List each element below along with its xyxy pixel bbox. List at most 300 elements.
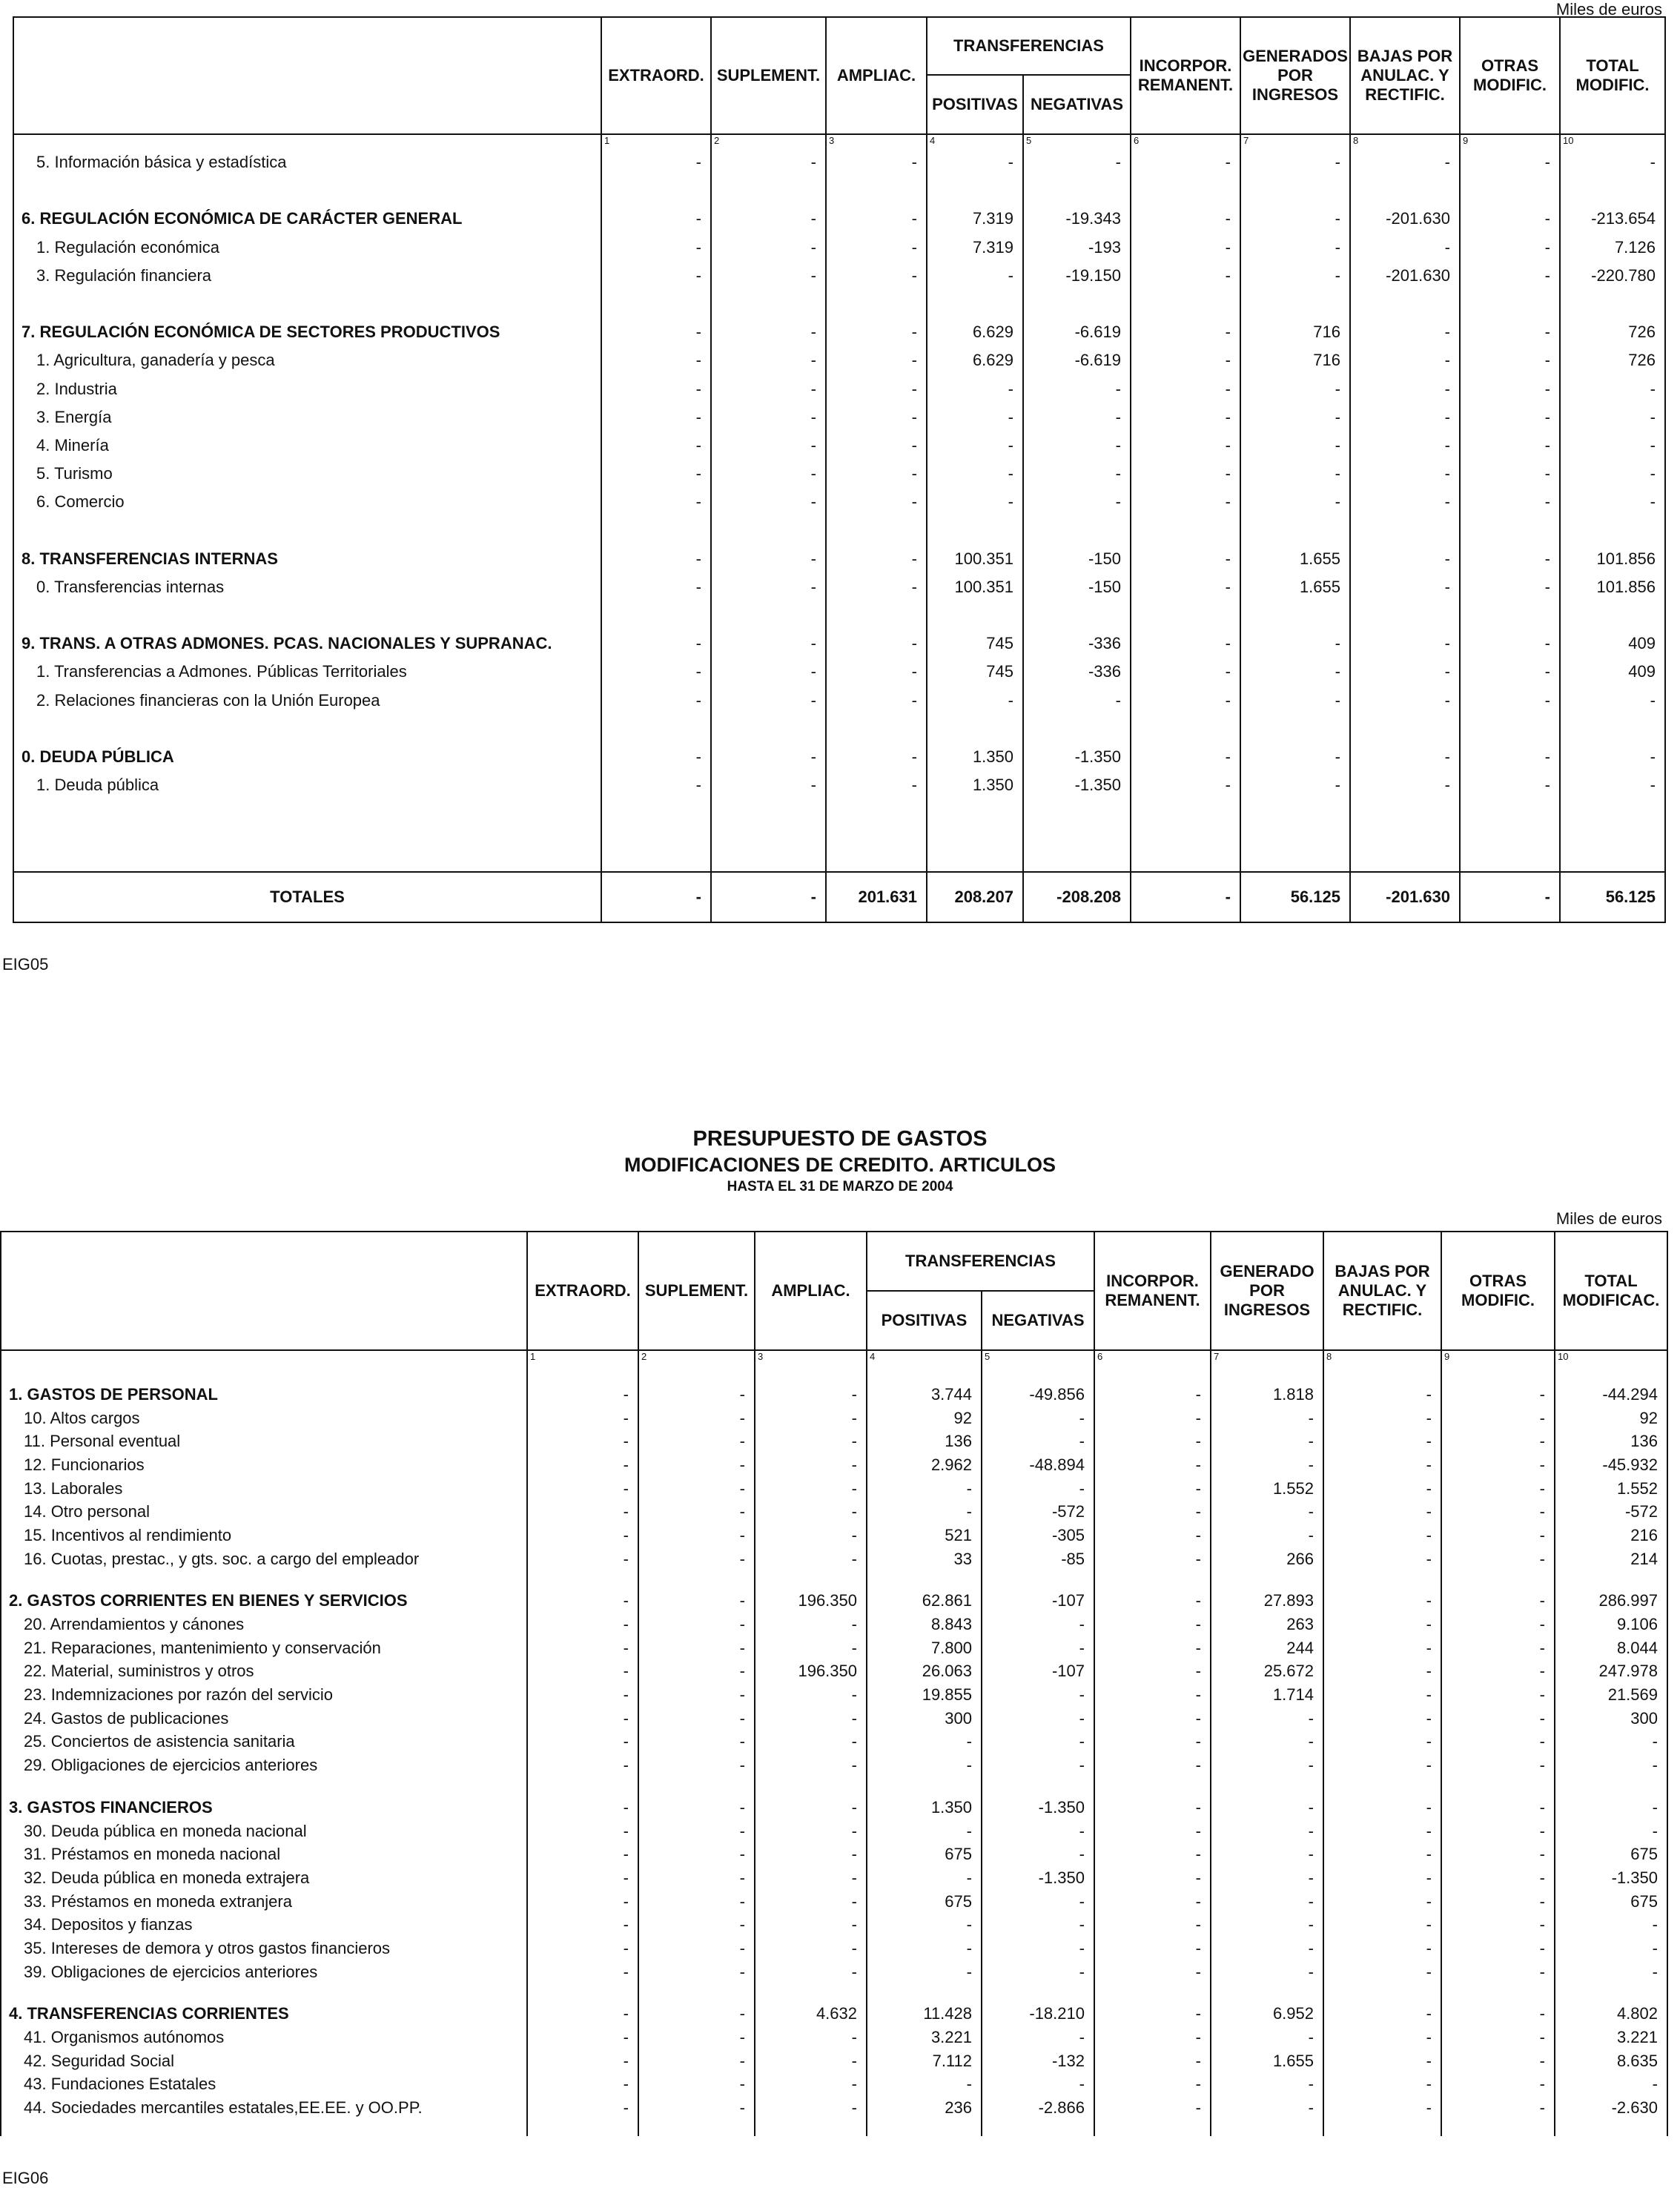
value-cell: - xyxy=(711,346,826,374)
row-label: 20. Arrendamientos y cánones xyxy=(1,1613,527,1636)
value-cell: - xyxy=(1560,432,1665,460)
value-cell: - xyxy=(527,1866,638,1890)
row-label: 7. REGULACIÓN ECONÓMICA DE SECTORES PRODUCTIVOS xyxy=(13,318,601,346)
value-cell: - xyxy=(638,2049,755,2073)
spacer-cell xyxy=(1555,1571,1667,1590)
value-cell: 286.997 xyxy=(1555,1590,1667,1613)
value-cell: - xyxy=(1240,148,1350,176)
column-number: 10 xyxy=(1560,134,1665,148)
value-cell: - xyxy=(927,432,1023,460)
value-cell: - xyxy=(1323,1383,1441,1407)
value-cell: - xyxy=(638,1636,755,1660)
column-number: 2 xyxy=(638,1350,755,1364)
value-cell: 521 xyxy=(867,1524,982,1547)
value-cell: - xyxy=(982,1683,1094,1707)
value-cell: 62.861 xyxy=(867,1590,982,1613)
value-cell: - xyxy=(1441,1960,1555,1984)
row-label: 24. Gastos de publicaciones xyxy=(1,1707,527,1731)
value-cell: 2.962 xyxy=(867,1453,982,1477)
value-cell: - xyxy=(527,1754,638,1777)
total-value-cell: - xyxy=(1460,872,1560,922)
value-cell: - xyxy=(1211,1913,1323,1937)
value-cell: - xyxy=(1023,460,1131,488)
spacer-cell xyxy=(638,1364,755,1383)
value-cell: - xyxy=(1023,687,1131,715)
row-label: 44. Sociedades mercantiles estatales,EE.EE. y OO.PP. xyxy=(1,2096,527,2120)
header-concept xyxy=(1,1232,527,1350)
category-row xyxy=(1,2003,1667,2026)
value-cell: - xyxy=(638,1707,755,1731)
value-cell: - xyxy=(982,1731,1094,1754)
spacer-cell xyxy=(1023,601,1131,629)
value-cell: - xyxy=(755,1754,867,1777)
value-cell: - xyxy=(1441,2026,1555,2049)
value-cell: 1.818 xyxy=(1211,1383,1323,1407)
value-cell: - xyxy=(1211,2073,1323,2097)
spacer-cell xyxy=(867,1777,982,1796)
value-cell: - xyxy=(1323,1820,1441,1843)
value-cell: - xyxy=(1211,1842,1323,1866)
value-cell: - xyxy=(1323,2003,1441,2026)
value-cell: - xyxy=(638,2003,755,2026)
value-cell: - xyxy=(1350,403,1460,432)
spacer-cell xyxy=(1094,1571,1211,1590)
spacer-cell xyxy=(826,715,927,743)
value-cell: - xyxy=(527,1590,638,1613)
value-cell: - xyxy=(826,148,927,176)
value-cell: 3.221 xyxy=(867,2026,982,2049)
value-cell: - xyxy=(755,1731,867,1754)
category-row xyxy=(13,743,1665,771)
column-number: 9 xyxy=(1441,1350,1555,1364)
column-number: 1 xyxy=(601,134,711,148)
header-bajas: BAJAS POR ANULAC. Y RECTIFIC. xyxy=(1323,1232,1441,1350)
value-cell: - xyxy=(601,743,711,771)
spacer-cell xyxy=(867,1984,982,2003)
value-cell: 101.856 xyxy=(1560,573,1665,601)
value-cell: - xyxy=(1094,2026,1211,2049)
value-cell: - xyxy=(1131,403,1240,432)
value-cell: 266 xyxy=(1211,1547,1323,1571)
value-cell: 244 xyxy=(1211,1636,1323,1660)
spacer-cell xyxy=(1131,715,1240,743)
row-label: 29. Obligaciones de ejercicios anteriores xyxy=(1,1754,527,1777)
value-cell: - xyxy=(638,1820,755,1843)
row-label: 16. Cuotas, prestac., y gts. soc. a cargo del empleador xyxy=(1,1547,527,1571)
value-cell: -336 xyxy=(1023,658,1131,686)
value-cell: - xyxy=(1441,1683,1555,1707)
value-cell: - xyxy=(638,1453,755,1477)
spacer-row xyxy=(13,176,1665,205)
value-cell: - xyxy=(1094,1796,1211,1820)
table-row xyxy=(1,1524,1667,1547)
value-cell: 25.672 xyxy=(1211,1660,1323,1684)
value-cell: 300 xyxy=(867,1707,982,1731)
header-ampliac: AMPLIAC. xyxy=(755,1232,867,1350)
value-cell: - xyxy=(1441,1407,1555,1430)
value-cell: - xyxy=(867,1754,982,1777)
value-cell: -201.630 xyxy=(1350,205,1460,233)
value-cell: - xyxy=(1131,346,1240,374)
value-cell: - xyxy=(826,743,927,771)
header-transferencias: TRANSFERENCIAS xyxy=(927,17,1131,75)
row-label: 42. Seguridad Social xyxy=(1,2049,527,2073)
value-cell: - xyxy=(982,1842,1094,1866)
value-cell: 409 xyxy=(1560,658,1665,686)
value-cell: 8.044 xyxy=(1555,1636,1667,1660)
value-cell: - xyxy=(1460,573,1560,601)
category-row xyxy=(13,629,1665,658)
value-cell: - xyxy=(755,2049,867,2073)
spacer-cell xyxy=(1460,290,1560,318)
value-cell: - xyxy=(1094,1866,1211,1890)
value-cell: - xyxy=(1094,1453,1211,1477)
value-cell: - xyxy=(1323,2096,1441,2120)
value-cell: - xyxy=(711,403,826,432)
spacer-cell xyxy=(711,290,826,318)
value-cell: - xyxy=(755,1820,867,1843)
value-cell: - xyxy=(826,460,927,488)
value-cell: - xyxy=(1323,1796,1441,1820)
total-value-cell: -208.208 xyxy=(1023,872,1131,922)
table-row xyxy=(13,346,1665,374)
value-cell: - xyxy=(1441,1913,1555,1937)
column-number: 4 xyxy=(867,1350,982,1364)
value-cell: - xyxy=(1350,629,1460,658)
value-cell: - xyxy=(826,234,927,262)
value-cell: - xyxy=(1323,1613,1441,1636)
value-cell: - xyxy=(1323,1500,1441,1524)
table-row xyxy=(1,1707,1667,1731)
column-number: 10 xyxy=(1555,1350,1667,1364)
value-cell: - xyxy=(1350,743,1460,771)
value-cell: -6.619 xyxy=(1023,318,1131,346)
value-cell: - xyxy=(638,2073,755,2097)
value-cell: - xyxy=(638,1660,755,1684)
value-cell: - xyxy=(1131,148,1240,176)
value-cell: - xyxy=(1094,1430,1211,1453)
value-cell: - xyxy=(826,573,927,601)
column-number: 3 xyxy=(755,1350,867,1364)
value-cell: -48.894 xyxy=(982,1453,1094,1477)
value-cell: - xyxy=(1094,2096,1211,2120)
value-cell: - xyxy=(711,318,826,346)
value-cell: - xyxy=(1211,1707,1323,1731)
value-cell: - xyxy=(1441,1866,1555,1890)
value-cell: -1.350 xyxy=(982,1796,1094,1820)
value-cell: 675 xyxy=(867,1842,982,1866)
row-label: 2. Industria xyxy=(13,375,601,403)
value-cell: - xyxy=(1240,658,1350,686)
column-number: 9 xyxy=(1460,134,1560,148)
value-cell: 1.552 xyxy=(1555,1477,1667,1501)
value-cell: - xyxy=(1441,1707,1555,1731)
header-extraord: EXTRAORD. xyxy=(601,17,711,134)
value-cell: 8.843 xyxy=(867,1613,982,1636)
value-cell: - xyxy=(638,1383,755,1407)
header-incorpor: INCORPOR. REMANENT. xyxy=(1094,1232,1211,1350)
value-cell: - xyxy=(1441,1754,1555,1777)
value-cell: - xyxy=(826,687,927,715)
spacer-cell xyxy=(1240,516,1350,544)
value-cell: - xyxy=(1023,488,1131,516)
value-cell: -150 xyxy=(1023,573,1131,601)
value-cell: -201.630 xyxy=(1350,262,1460,290)
value-cell: - xyxy=(1560,460,1665,488)
table-row xyxy=(1,1407,1667,1430)
spacer-cell xyxy=(1441,1571,1555,1590)
modifications-table-functions xyxy=(13,16,1666,923)
spacer-cell xyxy=(1023,290,1131,318)
value-cell: - xyxy=(527,1407,638,1430)
value-cell: - xyxy=(711,771,826,799)
total-value-cell: 201.631 xyxy=(826,872,927,922)
spacer-cell xyxy=(638,1984,755,2003)
spacer-cell xyxy=(13,715,601,743)
value-cell: - xyxy=(601,432,711,460)
total-value-cell: 208.207 xyxy=(927,872,1023,922)
spacer-cell xyxy=(1460,176,1560,205)
row-label: 3. GASTOS FINANCIEROS xyxy=(1,1796,527,1820)
value-cell: 100.351 xyxy=(927,545,1023,573)
value-cell: 92 xyxy=(1555,1407,1667,1430)
spacer-cell xyxy=(1560,516,1665,544)
spacer-cell xyxy=(711,715,826,743)
value-cell: - xyxy=(527,1937,638,1960)
value-cell: - xyxy=(1240,432,1350,460)
value-cell: - xyxy=(1240,460,1350,488)
spacer-cell xyxy=(927,715,1023,743)
value-cell: - xyxy=(638,1407,755,1430)
table-row xyxy=(1,2049,1667,2073)
value-cell: - xyxy=(1131,262,1240,290)
spacer-cell xyxy=(1211,2120,1323,2136)
value-cell: - xyxy=(1460,346,1560,374)
value-cell: 6.629 xyxy=(927,318,1023,346)
value-cell: - xyxy=(1211,1731,1323,1754)
value-cell: -107 xyxy=(982,1660,1094,1684)
value-cell: - xyxy=(1240,403,1350,432)
value-cell: -19.343 xyxy=(1023,205,1131,233)
value-cell: - xyxy=(1441,1453,1555,1477)
value-cell: - xyxy=(527,2096,638,2120)
spacer-cell xyxy=(927,516,1023,544)
spacer-cell xyxy=(527,1777,638,1796)
spacer-row xyxy=(13,799,1665,872)
value-cell: 214 xyxy=(1555,1547,1667,1571)
row-label: 1. Regulación económica xyxy=(13,234,601,262)
value-cell: - xyxy=(1094,1890,1211,1914)
row-label: 13. Laborales xyxy=(1,1477,527,1501)
value-cell: - xyxy=(1323,2026,1441,2049)
spacer-cell xyxy=(1,2120,527,2136)
value-cell: - xyxy=(1441,1796,1555,1820)
value-cell: - xyxy=(1460,262,1560,290)
table-row xyxy=(1,1820,1667,1843)
value-cell: - xyxy=(1560,375,1665,403)
spacer-cell xyxy=(638,1571,755,1590)
table-code: EIG06 xyxy=(2,2169,49,2187)
spacer-row xyxy=(1,1364,1667,1383)
value-cell: - xyxy=(1441,1547,1555,1571)
spacer-cell xyxy=(1240,290,1350,318)
total-value-cell: -201.630 xyxy=(1350,872,1460,922)
spacer-cell xyxy=(13,290,601,318)
value-cell: 21.569 xyxy=(1555,1683,1667,1707)
table-row xyxy=(1,2073,1667,2097)
value-cell: 7.319 xyxy=(927,234,1023,262)
value-cell: - xyxy=(1441,2049,1555,2073)
value-cell: - xyxy=(601,318,711,346)
value-cell: - xyxy=(826,262,927,290)
value-cell: 4.802 xyxy=(1555,2003,1667,2026)
row-label: 11. Personal eventual xyxy=(1,1430,527,1453)
value-cell: - xyxy=(711,375,826,403)
spacer-cell xyxy=(1460,715,1560,743)
value-cell: - xyxy=(1211,1937,1323,1960)
row-label: 22. Material, suministros y otros xyxy=(1,1660,527,1684)
value-cell: - xyxy=(826,629,927,658)
value-cell: - xyxy=(1555,1731,1667,1754)
table-row xyxy=(13,375,1665,403)
value-cell: - xyxy=(1323,1960,1441,1984)
spacer-cell xyxy=(711,176,826,205)
units-label: Miles de euros xyxy=(1555,0,1662,19)
row-label: 6. Comercio xyxy=(13,488,601,516)
value-cell: 1.655 xyxy=(1211,2049,1323,2073)
spacer-cell xyxy=(1211,1571,1323,1590)
value-cell: - xyxy=(711,205,826,233)
value-cell: - xyxy=(1094,2003,1211,2026)
value-cell: - xyxy=(711,234,826,262)
value-cell: - xyxy=(1094,1660,1211,1684)
table-row xyxy=(13,687,1665,715)
value-cell: 1.714 xyxy=(1211,1683,1323,1707)
value-cell: - xyxy=(755,1430,867,1453)
value-cell: - xyxy=(711,148,826,176)
header-negativas: NEGATIVAS xyxy=(1023,75,1131,134)
value-cell: - xyxy=(601,771,711,799)
spacer-cell xyxy=(1131,799,1240,872)
spacer-cell xyxy=(867,2120,982,2136)
spacer-cell xyxy=(601,799,711,872)
value-cell: - xyxy=(638,1960,755,1984)
value-cell: - xyxy=(1211,1524,1323,1547)
value-cell: - xyxy=(1441,1430,1555,1453)
value-cell: - xyxy=(1240,375,1350,403)
value-cell: - xyxy=(601,687,711,715)
value-cell: - xyxy=(1350,318,1460,346)
value-cell: - xyxy=(982,1937,1094,1960)
row-label: 5. Turismo xyxy=(13,460,601,488)
value-cell: 236 xyxy=(867,2096,982,2120)
value-cell: 6.629 xyxy=(927,346,1023,374)
row-label: 35. Intereses de demora y otros gastos financieros xyxy=(1,1937,527,1960)
value-cell: - xyxy=(1094,1636,1211,1660)
row-label: 2. GASTOS CORRIENTES EN BIENES Y SERVICIOS xyxy=(1,1590,527,1613)
value-cell: - xyxy=(927,460,1023,488)
value-cell: - xyxy=(638,1937,755,1960)
spacer-cell xyxy=(601,715,711,743)
value-cell: -19.150 xyxy=(1023,262,1131,290)
table-row xyxy=(1,1890,1667,1914)
table-row xyxy=(13,262,1665,290)
value-cell: - xyxy=(1323,1660,1441,1684)
value-cell: - xyxy=(1323,1453,1441,1477)
row-label: 12. Funcionarios xyxy=(1,1453,527,1477)
value-cell: -49.856 xyxy=(982,1383,1094,1407)
value-cell: - xyxy=(982,1890,1094,1914)
value-cell: - xyxy=(1323,1842,1441,1866)
spacer-cell xyxy=(1460,799,1560,872)
row-label: 21. Reparaciones, mantenimiento y conservación xyxy=(1,1636,527,1660)
row-label: 23. Indemnizaciones por razón del servicio xyxy=(1,1683,527,1707)
totals-row xyxy=(13,872,1665,922)
value-cell: 1.350 xyxy=(927,743,1023,771)
value-cell: - xyxy=(1441,1590,1555,1613)
value-cell: - xyxy=(1023,432,1131,460)
spacer-cell xyxy=(1323,1571,1441,1590)
value-cell: 6.952 xyxy=(1211,2003,1323,2026)
row-label: 30. Deuda pública en moneda nacional xyxy=(1,1820,527,1843)
value-cell: - xyxy=(982,1636,1094,1660)
value-cell: - xyxy=(1555,1937,1667,1960)
value-cell: - xyxy=(1350,545,1460,573)
column-number: 5 xyxy=(1023,134,1131,148)
page-title: PRESUPUESTO DE GASTOS xyxy=(692,1127,988,1151)
value-cell: - xyxy=(1323,1590,1441,1613)
row-label: 9. TRANS. A OTRAS ADMONES. PCAS. NACIONALES Y SUPRANAC. xyxy=(13,629,601,658)
value-cell: - xyxy=(1023,403,1131,432)
value-cell: - xyxy=(601,403,711,432)
spacer-cell xyxy=(1323,1984,1441,2003)
spacer-cell xyxy=(1023,715,1131,743)
spacer-cell xyxy=(755,1984,867,2003)
spacer-cell xyxy=(1350,176,1460,205)
value-cell: - xyxy=(1094,1407,1211,1430)
value-cell: - xyxy=(638,1754,755,1777)
value-cell: - xyxy=(755,1453,867,1477)
value-cell: - xyxy=(1131,573,1240,601)
header-positivas: POSITIVAS xyxy=(927,75,1023,134)
table-row xyxy=(1,1636,1667,1660)
spacer-cell xyxy=(1023,799,1131,872)
value-cell: - xyxy=(1323,2049,1441,2073)
value-cell: - xyxy=(1211,1453,1323,1477)
value-cell: -572 xyxy=(1555,1500,1667,1524)
row-label: 1. GASTOS DE PERSONAL xyxy=(1,1383,527,1407)
row-label: 43. Fundaciones Estatales xyxy=(1,2073,527,2097)
value-cell: - xyxy=(601,629,711,658)
value-cell: - xyxy=(755,1866,867,1890)
value-cell: - xyxy=(527,1731,638,1754)
value-cell: - xyxy=(638,1842,755,1866)
value-cell: -1.350 xyxy=(982,1866,1094,1890)
category-row xyxy=(13,205,1665,233)
value-cell: 9.106 xyxy=(1555,1613,1667,1636)
value-cell: 26.063 xyxy=(867,1660,982,1684)
value-cell: - xyxy=(1094,1731,1211,1754)
value-cell: - xyxy=(1211,1890,1323,1914)
value-cell: -150 xyxy=(1023,545,1131,573)
row-label: 1. Deuda pública xyxy=(13,771,601,799)
value-cell: - xyxy=(1094,1683,1211,1707)
spacer-cell xyxy=(1460,601,1560,629)
value-cell: - xyxy=(1460,460,1560,488)
value-cell: - xyxy=(1323,1890,1441,1914)
value-cell: 716 xyxy=(1240,346,1350,374)
spacer-row xyxy=(1,1571,1667,1590)
